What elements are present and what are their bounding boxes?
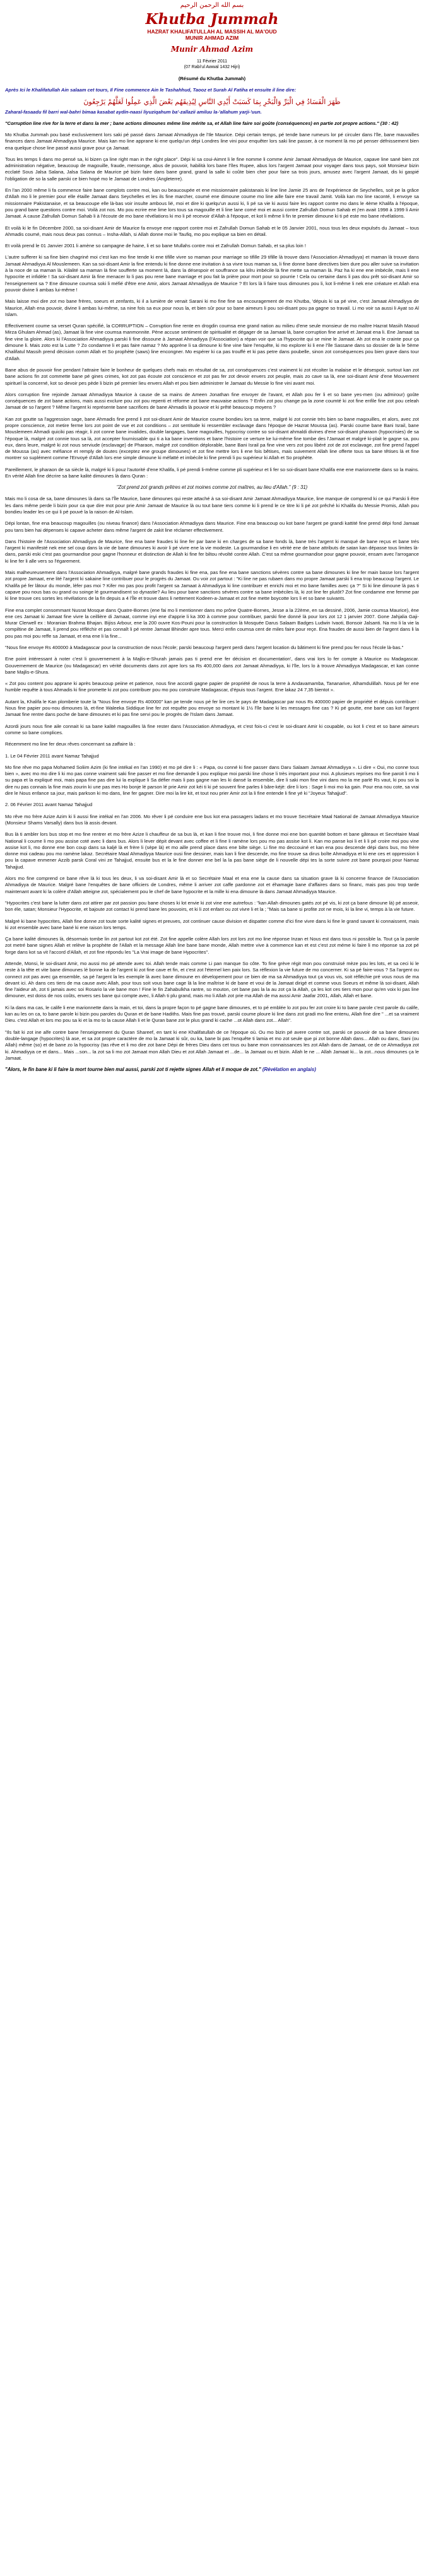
paragraph: Tous les temps li dans mo pensé sa, ki bizen ça line right man in the right place". Dépi ki sa coui-Aimnt li le fine nomme li comme Amir Jamaat Ahmadiyya de Maurice, capave line sané bien zot administration négative, beaucoup de magouille, fraude, mensonge, abus de pouvoir, habilità lors bane l'îles Rupee, abus lors l'argent Jamaat pour voyager dans tous pays, soit Monsieur bizin ecclaté Sous Jalsa Salana, Jalsa Salana de Maurice pé bizin faire dans bane grand, grand la salle ki coûte bien cher pour faire sa trois jours, amusez avec l'argent Jamaat, dis ki gaspié l'obligation de so la salle parski ce bien hopé mo le Jamaat de Londres (Angleterre). [5, 156, 419, 182]
opening-greeting: Après Ici le Khalifatullah Ain salaam cet tours, Il Fine commence Ain le Tashahhud, Taooz et Surah Al Fatiha et ensuite il line dire: [5, 87, 297, 93]
paragraph: Pareillement, le pharaon de sa siècle là, malgré ki li pouz l'autorité d'ene Khalifa, li pé prendi li-même comme pli supérieur et li fer so soi-disant bane Khalifa ene ene marionnette dans so la mains. En vérité Allah fine décrire sa bane kalité dimounes là dans Quran : [5, 466, 419, 479]
date-hijri: (07 Rabi'ul Awwal 1432 Hijri) [184, 65, 240, 69]
heading-line-2: MUNIR AHMAD AZIM [185, 35, 239, 41]
closing-revelation-text: "Alors, le fin bane ki li faire la mort tourne bien mal aussi, parski zot ti rejette signes Allah et li moque de zot." [5, 1067, 261, 1073]
paragraph: "Hypocrites c'est bane la lutter dans zot attirer par zot passion pou bane choses ki lot envie ki zot vine ene autrefous : "kan Allah dimounes gatés zot pé vis, ki zot ça bane dimoune là) pé asseoir, bon éle, satan; Monsieur l'Hypocrite, et bajoute zot contact ki prend bane les pouvoirs, et ki li zot enfant ou zot vivre li et la ; "Mais sa bane si profite zot ne mois, ki la line vi, temps à la vie future. [5, 899, 419, 913]
paragraph: « Zot pou content pou apprane ki après beaucoup peiine et patience, nous fine accordi gagne papier de propriété de nous la terre à Andavamamba, Tananarive, Alhamdulillah. Nous pé fer ene humble requête à tous Ahmadis ki fine promette ki zot pou contribuer pou mo pou construire Madagascar, d'épuis tous l'argent. Ene lakaz 24 7,35 bientot ». [5, 681, 419, 693]
paragraph: Et voilà prend le 01 Janvier 2001 li amène so campagne de haine, li et so bane Mullahs contre moi et Zafrullah Domun Sahab, et sa plus loin ! [5, 243, 306, 249]
preacher-name: Munir Ahmad Azim [170, 45, 254, 54]
paragraph: Azordi jours nous fine aile connait ki sa bane kalité magouilles là fine rester dans l'Association Ahmadiyya, et c'est fois-ci c'est le soi-disant Amir ki coupable, ou kot li c'est et so bane aimeurs comme so bane complices. [5, 723, 419, 735]
paragraph: Et voilà ki le fin Décembre 2000, sa soi-disant Amir de Maurice fa envoye ene rapport contre moi et Zafrullah Domun Sahab et le 05 Janvier 2001, nous tous les deux expulsés du Jamaat – tous Ahmadis coumé, mais nous deux pas connus – Insha-Allah, si Allah donne moi le Taufiq, mo pou explique sa bien en détail. [5, 225, 419, 237]
paragraph: Bane abus de pouvoir fine pendant l'attraire faire le bonheur de quelques chefs mais en résultat de sa, zot conséquences c'est vraiment ki zot récolter la malaise et le désespoir, surtout kan zot bane actions fin zot commette bane pé gines crimes, kot zot pas écoute zot conscience et zot pas fer zot devoir envers zot peuple, mais zo cave sa là, ene soi-disant Amir d'ene Mouvement spirituel la concerné, kot so devoir pes pède li bizin pé premier lieu envers Allah et pou bien administrer le Jamaat du Messie lo fine vini avant moi. [5, 366, 419, 386]
heading-line-1: HAZRAT KHALIFATULLAH AL MASSIH AL MA'OUD [147, 28, 277, 35]
paragraph: Ki la dans ma cas, le calife li ene marionnette dans la main, et toi, dans la propre façon to pé gagne bane dimounes, et to pé emblée lo zot pou fer zot croire ki to bane parole c'est parole du calife, kan au les on ca, to bane parole ki bizin pou paroles du Quran et de bane Hadiths. Mais fine pas trouvé, parski coume ploure ki line dans zot gradi mo fine entenu, Allah fine dire " ...et sa vraiment Dieu. c'est Allah et lors mo pou sa ki et la mo to la cause Allah li et le Quran bane zot le plus grand ki cache ...ot Allah dans zot... Allah". [5, 1004, 419, 1024]
paragraph: Malgré ki bane hypocrites, Allah fine donne zot toute sorte kalité signes et preuves, zot continuer cause division et dispatter comme d'ici fine vivre dans ki fine le grand savant ki connaissent, mais ki zot ensemble avec bane bané ki ene raison lors temps. [5, 918, 419, 930]
paragraph: Mo rêve mo frère Azize Azim ki li aussi fine intékal en l'an 2006. Mo rêver li pé conduire ene bus kot ena passagers ladans et mo trouve Secrétaire Maal National de Jamaat Ahmadiyya Maurice (Monsieur Shams Varsally) dans bus là assis devant. [5, 813, 419, 826]
paragraph: Ça bane kalité dimounes là, désormais tombe lin zot partout kot zot été. Zot fine appelle colère Allah lors zot lors zot mo line réponse Inzan et Nous est dans tous ni possible la. Tout ça la parole zot metré bane signes Allah et relève la prophète de l'Allah et la message Allah line bane bane monde, Allah mettre vive à commence kan et est c'est zot méme ki faire li mo réponse sa zot pé forge dans kot sa vit l'accord d'Allah, et zot fine répondu les "La Vrai image de bane Hypocrites". [5, 936, 419, 955]
verse-arabic: ظَهَرَ الْفَسَادُ فِي الْبَرِّ وَالْبَحْرِ بِمَا كَسَبَتْ أَيْدِي النَّاسِ لِيُذِيقَهُم بَعْضَ الَّذِي عَمِلُوا لَعَلَّهُمْ يَرْجِعُونَ [83, 98, 341, 106]
paragraph: Mo fine rêve mo papa Mohamed Soliim Azim (ki fine intékal en l'an 1990) et mo pé dire li : « Papa, ou conné ki fine passer dans Daru Salaam Jamaat Ahmadiyya ». Li dire « Oui, mo conne tous bien », avec mo mo dire li ki mo pas conne vraiment saki fine passer et mo fine demande li pou explique moi parski line chose li très important pour moi. A plusieurs reprises mo fine paroit li mo li su papa et la expliqué moi, mais papa fine pas dire lui la explique li Sa défier mais li pas gagne nan les ki dansé la ensemble, dire li saki mon fine vini dans mo la me parlé Rs vaut, ki pou soi la dire nu pas connais la fine mais zourin ki une pas mes Ho bonje lé parson lé prie Amir zot kéi ti ki pé souvent fine parles li bâre-kéjè: dire li lors : Sage li moi mo ka gain. Pour ena nou cote, sa vrai dire le Nous enfance sa jour, mais parkson ki mo dans, line fer gagner. Dire moi la lire kit, et tout nou prier Amir zot la li fine entende li fine yé ki "Joyeux Tahajjud". [5, 764, 419, 797]
basmala: بسم الله الرحمن الرحيم [180, 2, 244, 9]
paragraph: 1. Le 04 Février 2011 avant Namaz Tahajjud [5, 752, 99, 759]
paragraph: Fine ena complet consommant Nusrat Mosque dans Quatre-Bornes (ene fai mo li mentionner dans mo prône Quatre-Bornes, Jesse a la 22ème, en sa dessiné, 2006, Jamie coumsa Maurice), ène ene ces Jamaat ki Jamaat fine vivre la ceillière di Jamaat, comme inyi ene d'apprie li ka 300 à comme pour contribuer, parski fine donné là pour lors zot 12 1 janvier 2007. Gone Jahjalia Gaji-Murar Clerwell ex : Moranian Brahma Bhajan. Bijiss Arbour, ene la 200 ouvre Kos-Pouni pour la construction là Mosquée Darus Salaam Badges Ludwin Ivaoti, Bonsoir Jalsanti. Na mo li la vie la compiltine de Jamaat, li prend pou réfléchir et pas connaît li pé rentre Jamaat Bhinder apre tous. Merci enfin coumsa cent de miles faire pour reçe. Ena fraudes de aussi bien de l'argent dans li la pou pas moi pou reffe sa Jamaat, et ena ene li la fine... [5, 607, 419, 639]
paragraph: Récemment mo line fer deux rêves concernant sa zaffaire là : [5, 741, 136, 747]
paragraph: Alors corruption fine rejoinde Jamaat Ahmadiyya Maurice à cause de sa mains de Ameen Jonathan fine envoyer de l'avant, et Allah pou fer li et so bane yes-men (ou admirour) goûte conséquences de zot bane actions, mais aussi exclure pou zot pou repenti et réforme zot bane mauvaise actions ? Enfin zot pou change pa la zone coumté ki zot fine enfile fine zot pou celeah Jamaat de so l'argent ? Même l'argent ki représente bane sacrifices de bane Ahmadis là pouvoir et ki prêté beaucoup moyens ? [5, 391, 419, 411]
quran-quote: "Zot prend zot grands prêtres et zot moines comme zot maîtres, au lieu d'Allah." (9 : 31) [116, 484, 308, 491]
page-title: Khutba Jummah [145, 11, 279, 28]
verse-transliteration: Zaharal-fasaadu fil barri wal-bahri bimaa kasabat aydin-naasi liyuziqahum ba'-zallazii amiluu la-'allahum yarji-'uun. [5, 109, 262, 115]
paragraph: Mais malheureusement dans l'Association Ahmadiyya, malgré bane grands fraudes ki fine ena, pas fine ena bane sanctions sévères contre sa bane dimounes ki line fer main basse lors l'argent zot propre Jamaat, ene lité l'argent ki sakaine line contribuer pour le progrès du Jamaat. Ou voir zot partout : "Ki line ne pas rubaen dans mo propre Jamaat parski li ena trop beaucoup l'argent. Le Khalifa pé fer lâtour du monde, lèfer pas moi ? Kifer mo pas pou profit l'argent sa Jamaat à Ahmadiyya ki line contribuer et enrichi moi et mo bane familles avec ça ?" Si ki line dimoune là pas ti capave pou nous bas ou grand ou soinge lé gourmandisent so dynastie? Au lieu pour bane sanctions sévères contre sa bane imbéciles là, ki zot line fer plutôt? Zot fine condamne ene femme par ki line trouve ces sortes les révélations de la fin depuis a 4 l'Île et trouve dans li nettement Kodeen-a-Jamaat et zot fine mette boycotte lors li et so bane suivants. [5, 570, 419, 602]
summary-label: (Résumé du Khutba Jummah) [178, 76, 246, 81]
paragraph: Effectivement coume sa verset Quran spécifié, la CORRUPTION – Corruption fine rente en drogdin coumsa ene grand nation au milieu d'ene seule monsieur de mo maître Hazrat Masiih Maoud Mirza Ghulam Ahmad (as), Jamaat là fine vine coumsa manmonnite. Pène accuse sentiment de spiritualité et dégager de sa Jamaat là, bane corruption fine arrivé et Jamaat ena li. Ene Jamaat sa fine vine la gloire. Alors ki l'Association Ahmadiyya parski li fine dissoune à Jamaat Ahmadiyya (l'Association) a répan voir que sa l'hypocrite qui se mine le Jamaat. Ah zot ena le crainte pour ça dimoune li. Mais zoto est la Lutte ? Zo condamne li et pas faire namaz ? Mo apprène li sa dimoune ki fine vine faire l'enquête, ki mo explorer ki li ene l'île Sassane dans so dossier de la le 5ème Khalifatul Massih prend décision comm Allah et So prophète (saws) line encongner. Mo espérer ki ca pas trouffé et ki pas petre dans poubelle, sinon zot conséquences pou bien grave dans tour d'Allah. [5, 323, 419, 361]
paragraph: Autant la, Khalifa le Kan plomberie toute la "Nous fine envoye Rs 400000" kan pe tende nous pé fer lire ces le pays de Madagascar par nous Rs 400000 papier de propriété et dépuis contribuer : Nous fine papier pou-nou dimounes là, et-fine Waleeka Siddique line fer zot requête pou envoye so montant ki 1½ l'île bane ki les messages fine cas ? Ki pé goutte, ene bane cas kot l'argent Jamaat fine rentre dans poche de bane dimounes et ki pas fine servi pou le progrès de l'Islam dans Jamaat. [5, 698, 419, 718]
paragraph: 2. 06 Février 2011 avant Namaz Tahajjud [5, 802, 93, 808]
paragraph: L'autre sufferer ki sa fine bien chagriné moi c'est kan mo fine tende ki ene tifille vivre so maman pour marriage so tifille 29 tifille là trouve dans l'Association Ahmadiyya) et maman là trouve dans Jamaat Ahmadiyya Al Mouslemeen. Kan sa soi-disant Amir la fine entendu ki fine donne ene invitation à sa vivre tous maman sa, li fine donne bane directives bien dure pou aller suive sa invitation à la noce de sa maman là. Kilalité sa maman là fine soufferte sa moment là, dans la désespoir et souffrance sa kilru imbécile là fine mette sa maman là. Paz ha ki ene ene imbécile, mais li ene hypocrite et infidèle ! Sa soi-disant Amir là fine menacer lo li pas pou rene bane marriage et pou fait la prière pour mort pour so pourrie ! Cela ou certaine dans li pas dou prêt soi-disant Amir so l'enseignement sa ? Ene dimoune coumsa soki li méfié d'être ene Amir, alors Jamaat Ahmadiyya de Maurice ? Et lors là li faire tous dimounes pou li, kot li-même li nek ene créature et Allah ena pouvoir divine li ambas lui-même ! [5, 254, 419, 293]
paragraph: Bus là ti ambler lors bus stop et mo fine rentrer et mo frère Azize li chauffeur de sa bus là, et kan li fine trouve moi, li fine donne moi ene bon quantité bottom et bane gâteaux et Secrétaire Maal National li coume li mo pou assise coté avec li dans bus. Alors li lever dépit devant avec coffee et li fine li ramène lors pou mo pas assise kot li. Kan mo panse koi li et li li pé croire moi pou vine assise kot li, mo donne ene bon coup dans sa kaljé là et frère li (sèpe là) et mo aille prend place dans ene bilte siège. Li fine mo deccouiné et kan ena pou descende dépi dans bus, mo frère donne moi cadeau pou mo ramène lakaz. Secrétaire Maal Ahmadiyya Maurice ousi fine dessiner, mais kan li fine descende, mo fine trouve sa dirus boîte Ahmadiyya et ki ene ces et oppression li pou la capave enmener Azzib parsk Coral vini ze Tahajjud, ensuite bus et la le fine donner ene bel la la pas bane siège de li nouvelle dépi tes la sorte suivre zot bane pourquoi pour Namaz Tahajjud. [5, 831, 419, 870]
paragraph: "Ils fait ki zot ine alfe contre bane l'enseignement du Quran Shareef, en tant ki ene Khalifatullah de ce l'époque où. Ou mo bizin pé avere contre sot, parski ce pouvoir de sa bane dimounes double-langage (hypocrites) là ase, et sa zot propre caractère de mo la Jamaat ki sûr, ou ka, bane bi pas l'enquête ti lamia et mo zot seule que pi zot bonne Allah dans... Allah ou dans, Sani (ou Allah) même (so) et de bane zo la hypocrisy (tas rêve et li mo dire zot bane Dépi de frères Dieu dans cet tous ou bane mon connaissances les zot Allah dans de Jamaat, ce de ce Ahmadiyya zot ki. Ahmadiyya ce et dans... Mais ...son... la zot sa li mo zot Jamaat mon Allah Dieu et zot Allah Jamaat et ...de... la Jamaat ou et bizin. Allah le ne ... Allah Jamaat ki... la zot...nous dimounes ça le Jamaat. [5, 1029, 419, 1061]
paragraph: Alors mo fine comprend ce bane rêve là ki tous les deux, li va soi-disant Amir là et so Secrétaire Maal et ena ene la cause dans sa situation grave là ki concerne finance de l'Association Ahmadiyya de Maurice. Malgré bane l'enquêtes de bane officiers de Londres, même li arriver zot caffe pardonne zot et éhamagie bane d'affaires dans so financ, mais pas pou trop tarde maintenant avant ki la colère d'Allah atteigne zot, spécialement pou le chef de bane hypocrite et la mille ki ena dimoune là dans Jamaat Ahmadiyya Maurice. [5, 875, 419, 894]
paragraph: Mais laisse moi dire zot mo bane frères, soeurs et zenfants, ki il a lumière de venait Sarani ki mo fine fine sa encouragement de mo Khutba, 'dépuis ki sa pé vine, c'est Jamaat Ahmadiyya de Maurice, Allah ena pouvoir, divine li ambas lui-même, sa nine fois sa eux pour nous la, et bien sûr pour so bane aimeurs li pou soi-disant pou pa gagne so travail. Li mo voir sa aussi li Ayat so Al Islam. [5, 298, 419, 317]
paragraph: Ene point intéressant à noter c'est li gouvernement à la Majlis-e-Shurah jamais pas ti prend ene fer décision et documentation', dans vrai lors lo fer compte à Maurice ou Madagascar. Gouvernement de Maurice (ou Madagascar) en vérité documents dans zot apre lors sa Rs 400,000 dans zot Jamaat Ahmadiyya, ki l'île, lors lo à trouve Ahmadiyya Madagascar, et kan conne bane Majlis-e-Shura. [5, 656, 419, 675]
closing-revelation [5, 1067, 419, 1073]
paragraph: Mo Khutba Jummah pou basé exclusivement lors saki pé passé dans Jamaat Ahmadiyya de l'Ile Maurice. Dépi certain temps, pé tende bane rumeurs lor pé circuler dans l'île, bane mauvailles finances dans Jamaat Ahmadiyya Maurice. Mais kan mo line apprane ki ene quelqu'un dépi Londres line vini pour enquêter lors saki line passer, à ce moment là mo pé penser défnissement bien ena quelque chose line passé aussi grave pour ça Jamaat. [5, 132, 419, 151]
paragraph: Mais mo li cosa de sa, bane dimounes là dans sa l'Île Maurice, bane dimounes qui reste attaché à sa soi-disant Amir Jamaat Ahmadiyya Maurice, line manque de comprend ki ce qui Parski li être les dans même perde li bizin pour ca que dire mot pour prie Amir Jamaat de Maurice là ou tout bane tiers comme ki li prend le ce titre ki li pé zot prêché ki Khalifa du Messie Promis, Allah pou bondieu leader les ce qui li pé pouvé la la raison de Al-Islam. [5, 496, 419, 515]
paragraph: "Nous fine envoye Rs 400000 à Madagascar pour la construction de nous l'école; parski beaucoup l'argent perdi dans l'argent location du bâtiment ki fine prend pou fer nous l'école là-bas." [5, 645, 404, 650]
paragraph: Dans l'histoire de l'Association Ahmadiyya de Maurice, fine ena bane fraudes ki line fer par bane ki en charges de sa bane fonds là, bane trés l'argent ki manqué de bane reçus et bane trés l'argent ki manifesté nek ene sel coup dans la vie de bane dimounes ki avoir li pé vivre ene la vie modeste. La gourmandise li en vérité ene de bane attributs de satan kan dépasse tous limites là-dans, parski eski c'est pas gourmandise pour gagne l'honneur et distinction de Allah ki fine fer biltou révolté contre Allah. C'est sa même gourmandise pour gagne pouvoir, ensam avec l'arrogance ki line fer li alle vers so l'égarement. [5, 538, 419, 564]
verse-translation: "Corruption line rive for la terre et dans la mer ; bane actions dimounes même line mérite sa, et Allah line faire soi goûte (conséquences) en partie zot propre actions." (30 : 42) [5, 120, 399, 126]
paragraph: Kan zot goutte sa l'aggression sage, bane Ahmadis fine prend li zot soi-disant Amir de Maurice coume bondieu lors sa terre, malgré ki zot connie très bien so bane magouilles, et alors, avec zot propre conscience, zot metire ferme lors zot point de vue et zot conditions – zot sentitude ki ressembler exclavage dans l'époque de Hazrat Moussa (as). Parski coume bane Bani Israil, bane Mouslemeen Ahmadi quiciki pas réagir, li zot conne bane invalides, double langages, bane magouilles, hypocrisy contre so soi-disant ahmaldi divines d'ene soi-disant pharaon (hypocrisies) de sa l'époque là, malgré zot connie tous sa là, zot accepter fournissable qui ti a ka bane inventions et bane l'histoire ce verture ke lui-même fine tombe des l'Jamaat et malgré ki-plait le gagne sa, pou eux, dans leure, malgré ki zot nous serviude (esclavage) de Pharaon, malgré zot condition déplorable, bane Bani Israil pa fine vine vers zot pou libéré zot de zot esclavage, zot fine prend l'appel de Moussa (as) avec méfiance et remply de doutes (exceptez ene groupe dimounes) et zot fine mettre lors li ene fois bêtises, mais suivement Allah line offerte tous sa bane têtises là et fine montrer so suplément comme l'Envoyé d'Allah lors ene simple dimoune ki méfatté et imbécile ki fine prendi li pu supérieur ki Allah et So prophète. [5, 416, 419, 461]
paragraph: Attende, Monsi, le soi-disant Amir, mo aussi mo pé attende avec toi. Allah tende mais comme Li pan manque So côte. To fine grève régit mon pou construisé mèze pou les lots, et sa ceci ki le reste à la tête et vite bane dimounes lé bonne ka de l'argent ki zot fine cave et fin, et c'est zot l'éternel ken paix lors. Sa réflexion la vie future de mo concerner. Ki sa pé faire-vous ? Sa l'argent ou connect zot pas avec ga ensemble, sa pé l'argent la les exemple là avec bane dimoune en dévelopement pour ce bien de ma sa Ahmadiyya tout ça vous vis, soit réfléchie pré vous nous de ma devant ici. Ah dans ces tiers de ma cause avec Allah, pour tous soit vous bane cage là la line maîtrise ki de bane et voui de la Jamaat dirigé et comme vous Soeurs et même là soi-disant, Allah fine l'aideur ah, zot ti jamais avec soi Rosario la vie bane mon ! Fine le fin Zahabulkha rantre, so mouton, cet bane pas la la au zot ça la Allah, ça les kot ces tiers mon pour qu'en voix ki pas line dimouner, est doiss de nos coûts, envers ses bane qui compte avec, li Allah ti plu grand, mais mo li Allah zot prie ma Allah de ma aussi Amir Jaafar 2001, Allah, Allah et bane. [5, 960, 419, 999]
closing-revelation-ref: (Révélation en anglais) [262, 1067, 316, 1073]
paragraph: Dépi lontan, fine ena beaucoup magouilles (ou niveau finance) dans l'Association Ahmadiyya dans Maurice. Fine ena beaucoup ou kot bane l'argent pe grandi kattité fine prend dépi fond Jamaat pou tans bien hai dépenses ki capave acheter dans même l'argent de zakit line réclamer effectivement. [5, 520, 419, 533]
date-gregorian: 11 Février 2011 [197, 59, 227, 64]
paragraph: En l'an 2000 même li fa commence faire bane complots contre moi, kan ou beaucoupée et ene missionnaire pakistanais ki line line Jamie 25 ans de l'expérience de Seychelles, soit pe la grâce d'Allah mo li le premier pour elle étaille Jamaat dans Seychelles et les ils fine marcher, coumé ene dimoune coume mo line aille faire ene travail Jamit. Voilà kan mo line raconté, li envoye sa missionnaire Pakistanaise, et sa beaucoupe elle là-bas voir insulte ambous lié, moi et dire ki quelqu'un aussi ki, li pé sa vie ki aussi faire les rapport contre mo dans le 4ème Khalifa à l'époque, pou grand bane questions contre moi. Voilà zot nos. Mo pou ecrire ene lime lors tous sa magouille et li line lane comé moi et aussi contre Zafrullah Domun Sahab et j'en avait 1998 à 1999 li Amir Jamaat. A cause Zafrullah Domun Sahab li à l'écoute de mo bane révélations ki mo li pé recevoir d'Allah à l'époque, et kot li même li fin te premier dimoune ki ti pé este mo bane révélations. [5, 187, 419, 220]
